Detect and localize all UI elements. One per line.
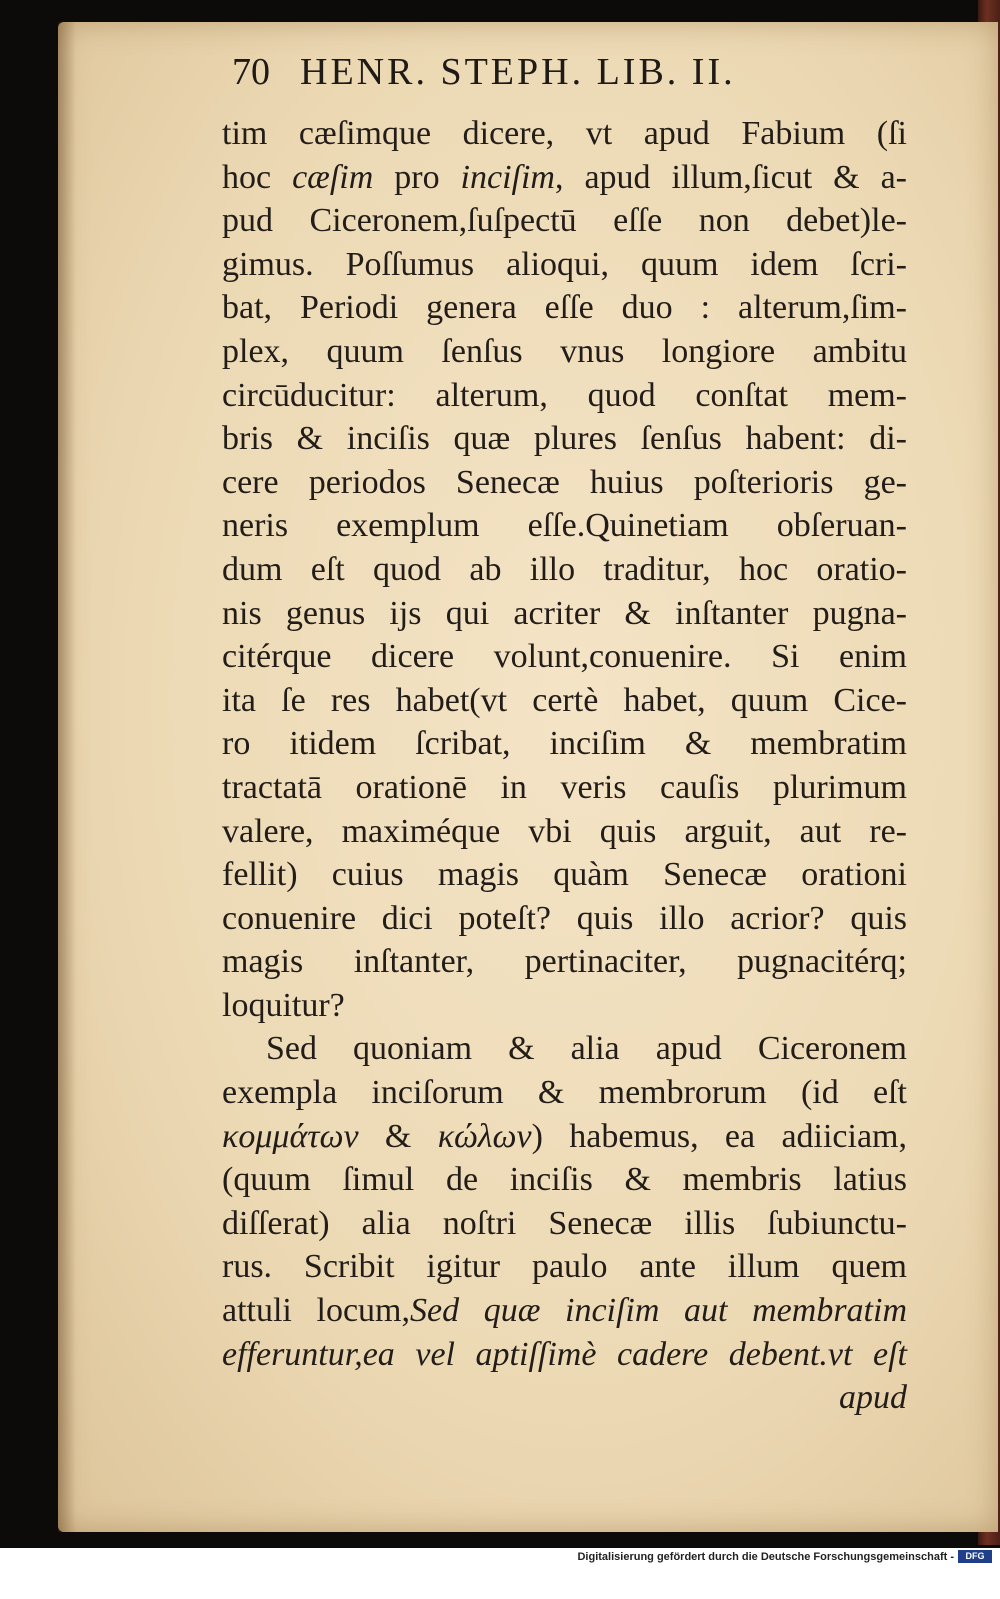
text-line: [222, 286, 907, 330]
roman-text: &: [358, 1117, 438, 1155]
roman-text: fellit) cuius magis quàm Senecæ orationi: [222, 856, 907, 894]
text-line: [222, 897, 907, 941]
roman-text: tractatā orationē in veris cauſis plurimum: [222, 768, 907, 806]
roman-text: , apud illum,ſicut & a-: [554, 158, 908, 196]
roman-text: diſſerat) alia noſtri Senecæ illis ſubiunctu-: [222, 1204, 907, 1242]
roman-text: nis genus ijs qui acriter & inſtanter pugna-: [222, 594, 907, 632]
text-line: [222, 940, 907, 984]
roman-text: tim cæſimque dicere, vt apud Fabium (ſi: [222, 115, 907, 152]
roman-text: dum eſt quod ab illo traditur, hoc oratio-: [222, 550, 907, 588]
text-line: [222, 810, 907, 854]
text-line: [222, 1071, 907, 1115]
text-line: [222, 766, 907, 810]
text-line: [222, 1289, 907, 1333]
text-line: [222, 1202, 907, 1246]
roman-text: attuli locum,: [222, 1292, 410, 1330]
italic-text: κώλων: [437, 1117, 532, 1155]
text-line: [222, 330, 907, 374]
text-line: [222, 548, 907, 592]
text-line: [222, 112, 907, 156]
catchword: [222, 1376, 907, 1420]
roman-text: ro itidem ſcribat, inciſim & membratim: [222, 725, 907, 763]
roman-text: loquitur?: [222, 986, 345, 1024]
roman-text: gimus. Poſſumus alioqui, quum idem ſcri-: [222, 245, 907, 283]
text-line: [222, 199, 907, 243]
roman-text: rus. Scribit igitur paulo ante illum quem: [222, 1248, 907, 1286]
text-line: [222, 592, 907, 636]
roman-text: hoc: [222, 158, 293, 196]
italic-text: cæſim: [292, 158, 374, 196]
roman-text: ) habemus, ea adiiciam,: [531, 1117, 908, 1155]
roman-text: circūducitur: alterum, quod conſtat mem-: [222, 376, 907, 414]
text-line: [222, 722, 907, 766]
roman-text: valere, maximéque vbi quis arguit, aut re-: [222, 812, 907, 850]
text-line: [222, 504, 907, 548]
italic-text: inciſim: [460, 158, 555, 196]
roman-text: pud Ciceronem,ſuſpectū eſſe non debet)le-: [222, 202, 907, 240]
text-line: [222, 156, 907, 200]
roman-text: cere periodos Senecæ huius poſterioris ge-: [222, 463, 907, 501]
roman-text: conuenire dici poteſt? quis illo acrior? quis: [222, 899, 907, 937]
text-line: [222, 984, 907, 1028]
roman-text: Sed quoniam & alia apud Ciceronem: [266, 1030, 907, 1068]
text-line: [222, 635, 907, 679]
roman-text: (quum ſimul de inciſis & membris latius: [222, 1161, 907, 1199]
italic-text: κομμάτων: [222, 1117, 359, 1155]
roman-text: ita ſe res habet(vt certè habet, quum Cice-: [222, 681, 907, 719]
text-line: [222, 461, 907, 505]
roman-text: pro: [373, 158, 461, 196]
text-line: [222, 417, 907, 461]
page-number: 70: [232, 51, 270, 93]
text-line: [222, 1245, 907, 1289]
text-line: [222, 374, 907, 418]
text-line: [222, 243, 907, 287]
text-line: [222, 1158, 907, 1202]
roman-text: exempla inciſorum & membrorum (id eſt: [222, 1074, 907, 1112]
italic-text: Sed quæ inciſim aut membratim: [409, 1292, 907, 1330]
text-line: [222, 1115, 907, 1159]
running-header: [232, 50, 736, 94]
roman-text: magis inſtanter, pertinaciter, pugnacitérq;: [222, 943, 907, 981]
roman-text: citérque dicere volunt,conuenire. Si enim: [222, 638, 907, 676]
roman-text: plex, quum ſenſus vnus longiore ambitu: [222, 332, 907, 370]
funding-credit: Digitalisierung gefördert durch die Deutsche Forschungsgemeinschaft -: [577, 1551, 954, 1563]
text-line: [222, 1027, 907, 1071]
running-title: HENR. STEPH. LIB. II.: [300, 51, 736, 93]
italic-text: efferuntur,ea vel aptiſſimè cadere debent.vt eſt: [222, 1335, 907, 1373]
body-text: [222, 112, 907, 1420]
roman-text: bris & inciſis quæ plures ſenſus habent: di-: [222, 420, 907, 458]
italic-text: apud: [839, 1379, 907, 1417]
roman-text: neris exemplum eſſe.Quinetiam obſeruan-: [222, 507, 907, 545]
text-line: [222, 1333, 907, 1377]
text-line: [222, 853, 907, 897]
text-line: [222, 679, 907, 723]
roman-text: bat, Periodi genera eſſe duo : alterum,ſim-: [222, 289, 907, 327]
dfg-logo: DFG: [958, 1550, 992, 1563]
